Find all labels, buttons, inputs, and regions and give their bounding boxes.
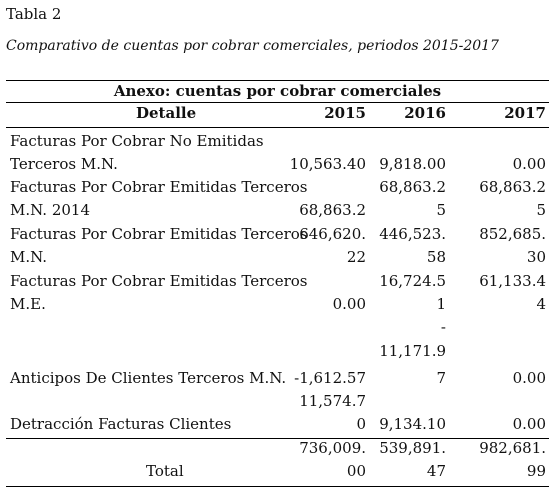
table-caption: Comparativo de cuentas por cobrar comerciales, periodos 2015-2017	[6, 38, 499, 54]
header-detalle: Detalle	[136, 104, 197, 122]
cell-value: 736,009.	[299, 439, 366, 457]
cell-value: 0.00	[512, 415, 546, 433]
table-bottom-rule	[6, 486, 549, 487]
row-label: Facturas Por Cobrar Emitidas Terceros	[10, 272, 308, 290]
cell-value: 5	[536, 201, 546, 219]
header-2016: 2016	[404, 104, 446, 122]
cell-value: 00	[346, 462, 366, 480]
row-label: Anticipos De Clientes Terceros M.N.	[10, 369, 287, 387]
table-top-rule	[6, 80, 549, 81]
cell-value: 47	[426, 462, 446, 480]
cell-value: 7	[436, 369, 446, 387]
header-2017: 2017	[504, 104, 546, 122]
cell-value: 0.00	[332, 295, 366, 313]
cell-value: 16,724.5	[379, 272, 446, 290]
cell-value: 61,133.4	[479, 272, 546, 290]
cell-value: 446,523.	[379, 225, 446, 243]
cell-value: 11,574.7	[299, 392, 366, 410]
header-rule	[6, 127, 549, 128]
header-2015: 2015	[324, 104, 366, 122]
cell-value: 1	[436, 295, 446, 313]
cell-value: 10,563.40	[289, 155, 366, 173]
row-label: M.N. 2014	[10, 201, 91, 219]
cell-value: 0	[356, 415, 366, 433]
cell-value: -	[440, 318, 446, 336]
cell-value: -1,612.57	[294, 369, 366, 387]
table-title: Anexo: cuentas por cobrar comerciales	[113, 82, 442, 100]
cell-value: 68,863.2	[479, 178, 546, 196]
cell-value: 539,891.	[379, 439, 446, 457]
cell-value: 982,681.	[479, 439, 546, 457]
cell-value: 68,863.2	[299, 201, 366, 219]
row-label: Detracción Facturas Clientes	[10, 415, 232, 433]
cell-value: 5	[436, 201, 446, 219]
row-label: Facturas Por Cobrar No Emitidas	[10, 132, 264, 150]
total-rule	[6, 438, 549, 439]
cell-value: 9,134.10	[379, 415, 446, 433]
row-label: Terceros M.N.	[10, 155, 118, 173]
row-label: M.N.	[10, 248, 48, 266]
cell-value: 4	[536, 295, 546, 313]
cell-value: 30	[526, 248, 546, 266]
cell-value: 0.00	[512, 369, 546, 387]
cell-value: 852,685.	[479, 225, 546, 243]
cell-value: 9,818.00	[379, 155, 446, 173]
cell-value: 22	[346, 248, 366, 266]
title-rule	[6, 102, 549, 103]
cell-value: 646,620.	[299, 225, 366, 243]
cell-value: 58	[426, 248, 446, 266]
cell-value: 68,863.2	[379, 178, 446, 196]
row-label: M.E.	[10, 295, 46, 313]
row-label: Facturas Por Cobrar Emitidas Terceros	[10, 178, 308, 196]
row-label: Total	[146, 462, 184, 480]
table-label: Tabla 2	[6, 5, 62, 23]
cell-value: 99	[526, 462, 546, 480]
row-label: Facturas Por Cobrar Emitidas Terceros	[10, 225, 308, 243]
cell-value: 0.00	[512, 155, 546, 173]
cell-value: 11,171.9	[379, 342, 446, 360]
